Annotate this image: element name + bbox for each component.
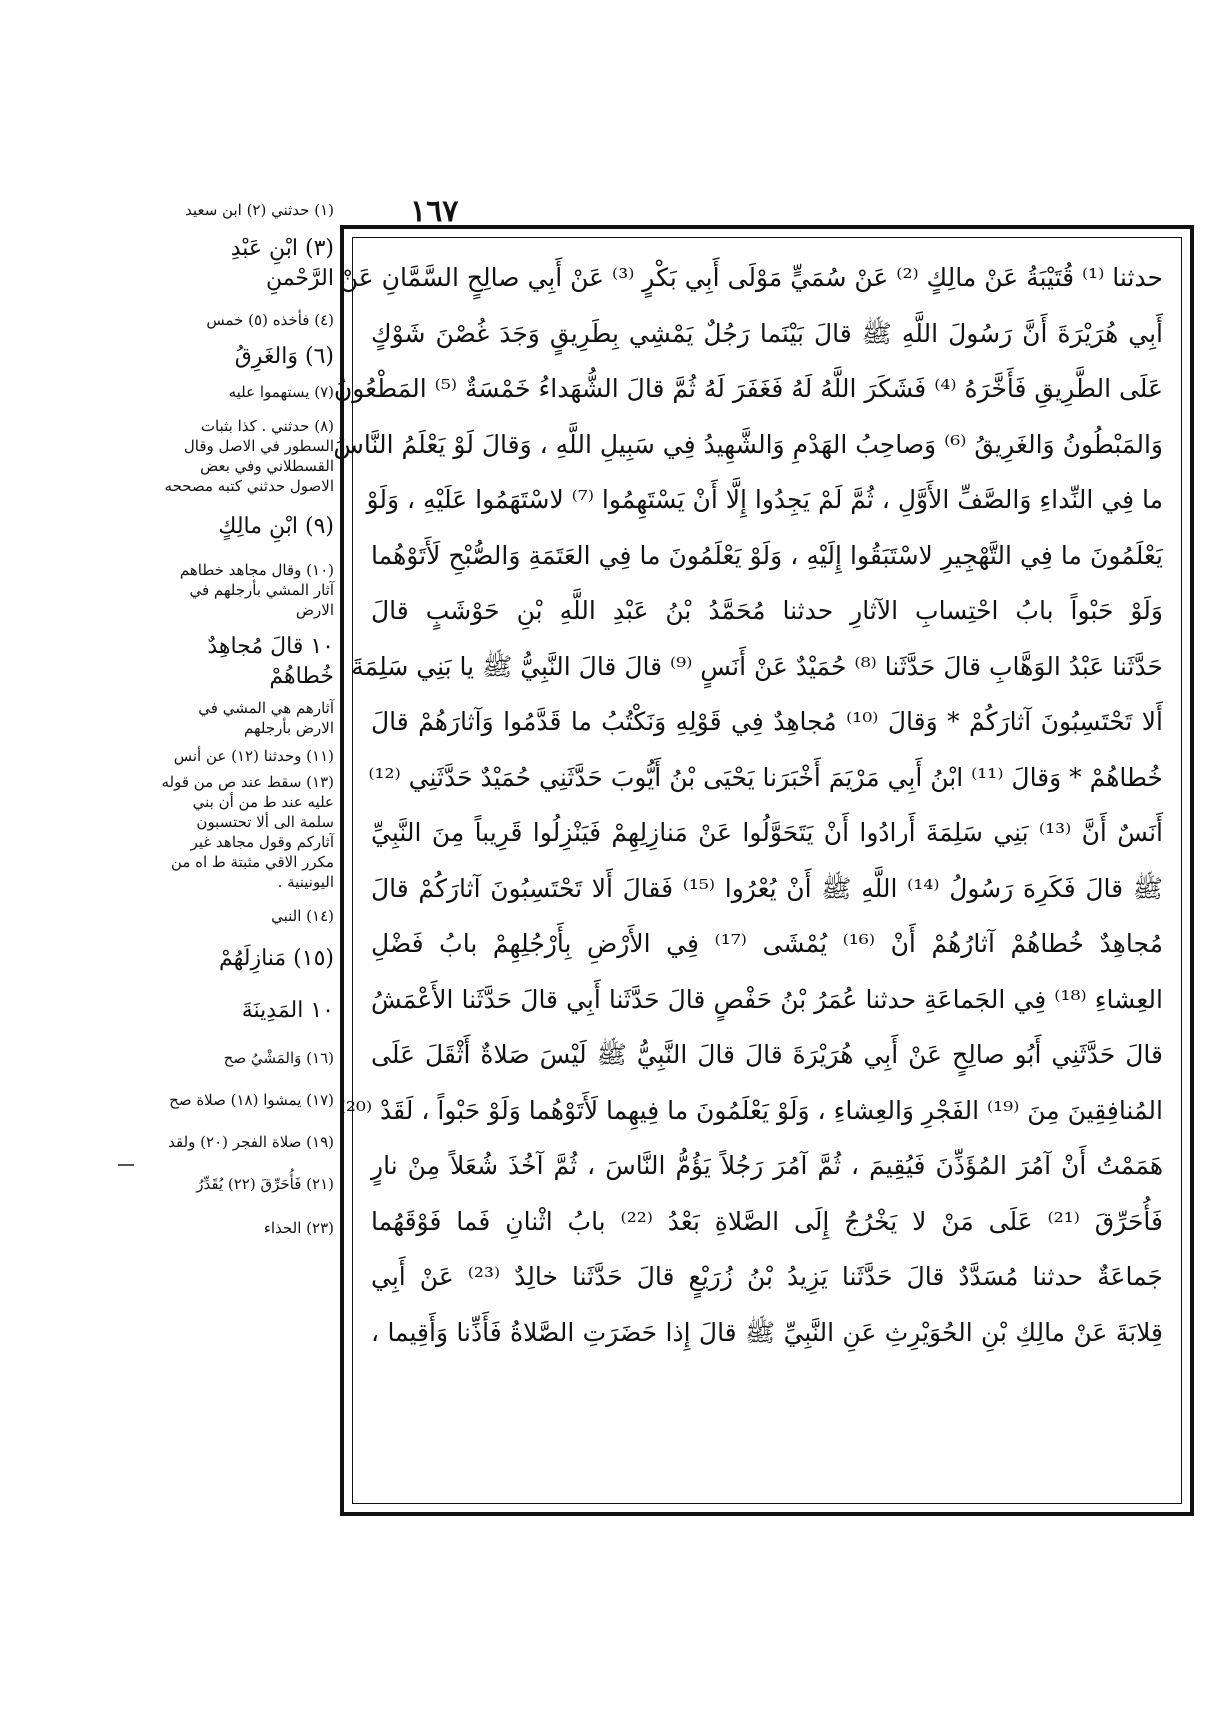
text-line: قالَ حَدَّثَنِي أَبُو صالِحٍ عَنْ أَبِي هُرَيْرَةَ قالَ قالَ النَّبِيُّ ﷺ لَيْسَ صَلاةٌ أَثْقَلَ عَلَى (371, 1040, 1163, 1069)
margin-note: ١٠ قالَ مُجاهِدٌ خُطاهُمْ (207, 634, 334, 689)
margin-note: (٦) وَالغَرِقُ (234, 344, 334, 369)
text-line: خُطاهُمْ * وَقالَ ⁽¹¹⁾ ابْنُ أَبِي مَرْيَمَ أَخْبَرَنا يَحْيَى بْنُ أَيُّوبَ حَدَّثَنِي حُمَيْدٌ حَدَّثَنِي ⁽¹²⁾ (368, 762, 1163, 792)
margin-notes (158, 200, 334, 1244)
text-line: ما فِي النِّداءِ وَالصَّفِّ الأَوَّلِ ، ثُمَّ لَمْ يَجِدُوا إِلَّا أَنْ يَسْتَهِمُوا ⁽⁷⁾ لاسْتَهَمُوا عَلَيْهِ ، وَلَوْ (366, 485, 1163, 514)
text-line: حَدَّثَنا عَبْدُ الوَهَّابِ قالَ حَدَّثَنا ⁽⁸⁾ حُمَيْدٌ عَنْ أَنَسٍ ⁽⁹⁾ قالَ قالَ النَّبِيُّ ﷺ يا بَنِي سَلِمَةَ (351, 651, 1163, 681)
text-line: أَنَسٌ أَنَّ ⁽¹³⁾ بَنِي سَلِمَةَ أَرادُوا أَنْ يَتَحَوَّلُوا عَنْ مَنازِلِهِمْ فَيَنْزِلُوا قَرِيباً مِنَ النَّبِيِّ (371, 818, 1163, 847)
text-line: أَبِي هُرَيْرَةَ أَنَّ رَسُولَ اللَّهِ ﷺ قالَ بَيْنَما رَجُلٌ يَمْشِي بِطَرِيقٍ وَجَدَ غُصْنَ شَوْكٍ (371, 318, 1163, 348)
margin-note: (٤) فأخذه (٥) خمس (206, 311, 334, 329)
margin-note: (٢٣) الحذاء (263, 1219, 334, 1237)
text-line: وَالمَبْطُونُ وَالغَرِيقُ ⁽⁶⁾ وَصاحِبُ الهَدْمِ وَالشَّهِيدُ فِي سَبِيلِ اللَّهِ ، وَقالَ لَوْ يَعْلَمُ النَّاسُ (333, 429, 1163, 459)
text-line: العِشاءِ ⁽¹⁸⁾ فِي الجَماعَةِ حدثنا عُمَرُ بْنُ حَفْصٍ قالَ حَدَّثَنا أَبِي قالَ حَدَّثَنا الأَعْمَشُ (371, 984, 1163, 1014)
margin-note: (١٤) النبي (271, 907, 334, 925)
text-line: هَمَمْتُ أَنْ آمُرَ المُؤَذِّنَ فَيُقِيمَ ، ثُمَّ آمُرَ رَجُلاً يَؤُمُّ النَّاسَ ، ثُمَّ آخُذَ شُعَلاً مِنْ نارٍ (371, 1151, 1163, 1180)
text-line: قِلابَةَ عَنْ مالِكِ بْنِ الحُوَيْرِثِ عَنِ النَّبِيِّ ﷺ قالَ إِذا حَضَرَتِ الصَّلاةُ فَأَذِّنا وَأَقِيما ، (371, 1317, 1163, 1347)
margin-note: (١٣) سقط عند ص من قوله عليه عند ط من أن بني سلمة الى ألا تحتسبون آثاركم وقول مجاهد غير مكرر الاقي مثبتة ط اه من اليونينية . (161, 773, 334, 891)
text-line: يَعْلَمُونَ ما فِي التَّهْجِيرِ لاسْتَبَقُوا إِلَيْهِ ، وَلَوْ يَعْلَمُونَ ما فِي العَتَمَةِ وَالصُّبْحِ لَأَتَوْهُما (371, 540, 1163, 570)
margin-note: (٨) حدثني . كذا بثبات السطور في الاصل وقال القسطلاني وفي بعض الاصول حدثني كتبه مصححه (164, 417, 334, 495)
text-line: وَلَوْ حَبْواً بابُ احْتِسابِ الآثارِ حدثنا مُحَمَّدُ بْنُ عَبْدِ اللَّهِ بْنِ حَوْشَبٍ قالَ (371, 596, 1163, 625)
main-text-frame (333, 225, 1194, 1516)
margin-note: (١٠) وقال مجاهد خطاهم آثار المشي بأرجلهم في الارض (179, 561, 334, 619)
margin-note: (٩) ابْنِ مالِكٍ (218, 514, 334, 539)
text-line: فَأُحَرِّقَ ⁽²¹⁾ عَلَى مَنْ لا يَخْرُجُ إِلَى الصَّلاةِ بَعْدُ ⁽²²⁾ بابُ اثْنانِ فَما فَوْقَهُما (371, 1206, 1163, 1236)
text-line: حدثنا ⁽¹⁾ قُتَيْبَةُ عَنْ مالِكٍ ⁽²⁾ عَنْ سُمَيٍّ مَوْلَى أَبِي بَكْرٍ ⁽³⁾ عَنْ أَبِي صالِحٍ السَّمَّانِ عَنْ (339, 263, 1163, 292)
text-line: ﷺ قالَ فَكَرِهَ رَسُولُ ⁽¹⁴⁾ اللَّهِ ﷺ أَنْ يُعْرُوا ⁽¹⁵⁾ فَقالَ أَلا تَحْتَسِبُونَ آثارَكُمْ قالَ (371, 873, 1163, 903)
margin-note: ١٠ المَدِينَةَ (241, 998, 334, 1023)
text-line: مُجاهِدٌ خُطاهُمْ آثارُهُمْ أَنْ ⁽¹⁶⁾ يُمْشَى ⁽¹⁷⁾ فِي الأَرْضِ بِأَرْجُلِهِمْ بابُ فَضْلِ (371, 929, 1163, 958)
margin-note: (٧) يستهموا عليه (228, 383, 334, 401)
text-line: المُنافِقِينَ مِنَ ⁽¹⁹⁾ الفَجْرِ وَالعِشاءِ ، وَلَوْ يَعْلَمُونَ ما فِيهِما لَأَتَوْهُما وَلَوْ حَبْواً ، لَقَدْ ⁽²⁰⁾ (339, 1095, 1163, 1125)
margin-dash (118, 1164, 134, 1166)
text-line: عَلَى الطَّرِيقِ فَأَخَّرَهُ ⁽⁴⁾ فَشَكَرَ اللَّهُ لَهُ فَغَفَرَ لَهُ ثُمَّ قالَ الشُّهَداءُ خَمْسَةٌ ⁽⁵⁾ المَطْعُونُ (333, 374, 1163, 403)
main-text (333, 250, 1163, 1360)
margin-note: آثارهم هي المشي في الارض بأرجلهم (198, 699, 334, 737)
main-text-inner-frame (333, 237, 1182, 1504)
margin-note: (١) حدثني (٢) ابن سعيد (185, 201, 334, 219)
margin-note: (١٧) يمشوا (١٨) صلاة صح (169, 1091, 334, 1109)
margin-note: (١٩) صلاة الفجر (٢٠) ولقد (168, 1133, 334, 1151)
margin-note: (٢١) فَأُحَرِّقَ (٢٢) يُقَدِّرُ (196, 1175, 334, 1193)
text-line: أَلا تَحْتَسِبُونَ آثارَكُمْ * وَقالَ ⁽¹⁰⁾ مُجاهِدٌ فِي قَوْلِهِ وَنَكْتُبُ ما قَدَّمُوا وَآثارَهُمْ قالَ (371, 707, 1163, 736)
margin-note: (٣) ابْنِ عَبْدِ الرَّحْمنِ (230, 236, 334, 291)
margin-note: (١٥) مَنازِلَهُمْ (218, 946, 334, 971)
text-line: جَماعَةٌ حدثنا مُسَدَّدٌ قالَ حَدَّثَنا يَزِيدُ بْنُ زُرَيْعٍ قالَ حَدَّثَنا خالِدٌ ⁽²³⁾ عَنْ أَبِي (371, 1262, 1163, 1291)
margin-note: (١٦) وَالمَشْيُ صح (223, 1049, 334, 1067)
page-number: ١٦٧ (410, 194, 459, 229)
margin-note: (١١) وحدثنا (١٢) عن أنس (173, 747, 334, 765)
